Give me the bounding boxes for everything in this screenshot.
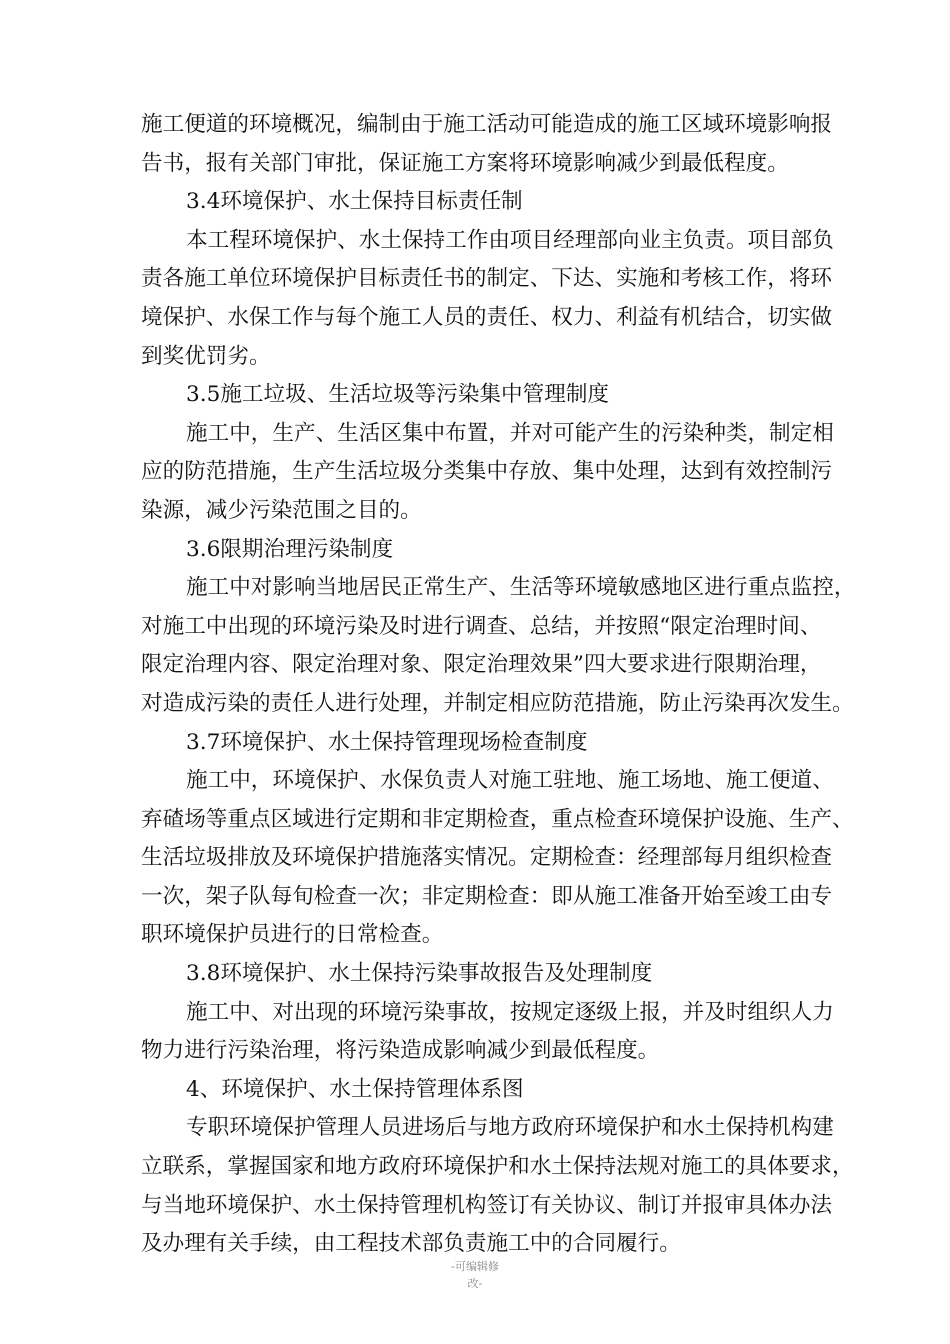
paragraph-start-line: 专职环境保护管理人员进场后与地方政府环境保护和水土保持机构建 [186, 1115, 834, 1141]
paragraph-start-line: 施工中，生产、生活区集中布置，并对可能产生的污染种类，制定相 [186, 420, 834, 446]
paragraph-line: 境保护、水保工作与每个施工人员的责任、权力、利益有机结合，切实做 [141, 304, 833, 330]
paragraph-line: 对造成污染的责任人进行处理，并制定相应防范措施，防止污染再次发生。 [141, 690, 854, 716]
paragraph-start-line: 本工程环境保护、水土保持工作由项目经理部向业主负责。项目部负 [186, 227, 834, 253]
page-footer [0, 1258, 950, 1292]
paragraph-line: 立联系，掌握国家和地方政府环境保护和水土保持法规对施工的具体要求， [141, 1154, 854, 1180]
paragraph-line: 与当地环境保护、水土保持管理机构签订有关协议、制订并报审具体办法 [141, 1192, 833, 1218]
paragraph-start-line: 施工中，环境保护、水保负责人对施工驻地、施工场地、施工便道、 [186, 768, 834, 794]
paragraph-start-line: 3.7环境保护、水土保持管理现场检查制度 [186, 729, 588, 755]
footer-line-2: 改- [467, 1277, 483, 1290]
paragraph-line: 施工便道的环境概况，编制由于施工活动可能造成的施工区域环境影响报 [141, 112, 833, 137]
paragraph-line: 告书，报有关部门审批，保证施工方案将环境影响减少到最低程度。 [141, 150, 789, 176]
footer-line-1: -可编辑修 [451, 1260, 499, 1273]
paragraph-start-line: 3.6限期治理污染制度 [186, 536, 394, 562]
document-body [141, 106, 869, 1264]
paragraph-start-line: 3.4环境保护、水土保持目标责任制 [186, 189, 523, 215]
paragraph-line: 弃碴场等重点区域进行定期和非定期检查，重点检查环境保护设施、生产、 [141, 806, 854, 832]
paragraph-start-line: 施工中对影响当地居民正常生产、生活等环境敏感地区进行重点监控， [186, 575, 856, 601]
paragraph-line: 责各施工单位环境保护目标责任书的制定、下达、实施和考核工作，将环 [141, 266, 833, 292]
paragraph-line: 对施工中出现的环境污染及时进行调查、总结，并按照“限定治理时间、 [141, 613, 822, 639]
paragraph-line: 应的防范措施，生产生活垃圾分类集中存放、集中处理，达到有效控制污 [141, 459, 833, 485]
paragraph-line: 到奖优罚劣。 [141, 343, 271, 369]
paragraph-line: 染源，减少污染范围之目的。 [141, 497, 422, 523]
paragraph-start-line: 3.8环境保护、水土保持污染事故报告及处理制度 [186, 961, 653, 987]
paragraph-line: 限定治理内容、限定治理对象、限定治理效果”四大要求进行限期治理， [141, 652, 822, 678]
paragraph-line: 一次，架子队每旬检查一次；非定期检查：即从施工准备开始至竣工由专 [141, 883, 833, 909]
paragraph-start-line: 施工中、对出现的环境污染事故，按规定逐级上报，并及时组织人力 [186, 999, 834, 1025]
paragraph-line: 物力进行污染治理，将污染造成影响减少到最低程度。 [141, 1038, 660, 1064]
paragraph-line: 职环境保护员进行的日常检查。 [141, 922, 444, 948]
paragraph-line: 生活垃圾排放及环境保护措施落实情况。定期检查：经理部每月组织检查 [141, 845, 833, 871]
paragraph-start-line: 3.5施工垃圾、生活垃圾等污染集中管理制度 [186, 382, 610, 408]
paragraph-line: 及办理有关手续，由工程技术部负责施工中的合同履行。 [141, 1231, 681, 1257]
paragraph-start-line: 4、环境保护、水土保持管理体系图 [186, 1076, 524, 1102]
